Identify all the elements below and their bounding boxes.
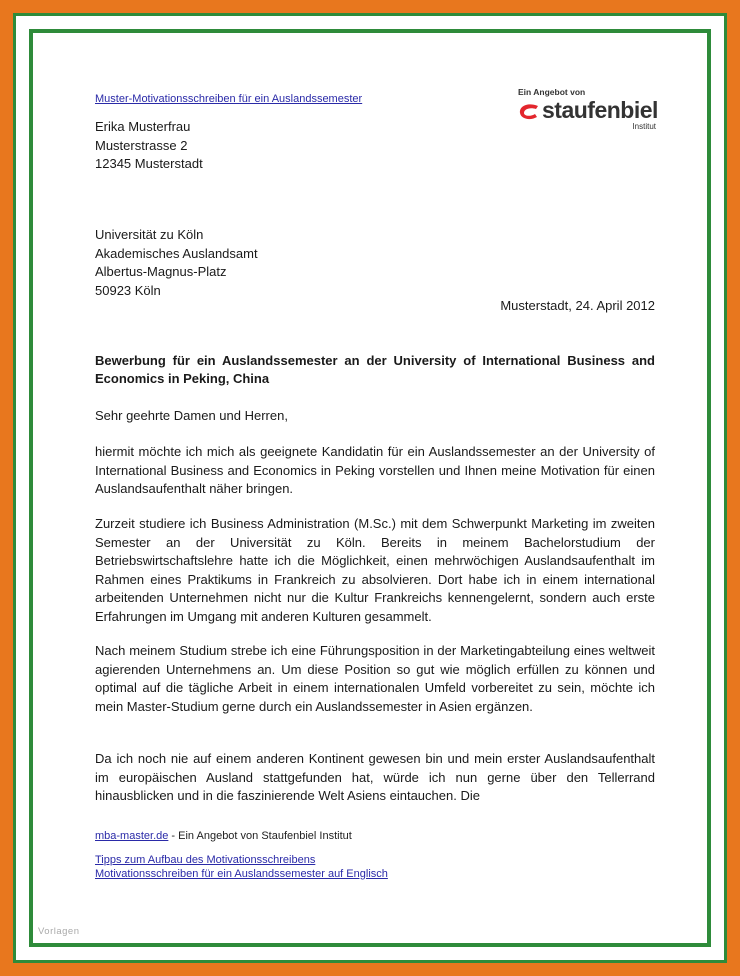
recipient-line: Albertus-Magnus-Platz	[95, 264, 227, 279]
logo-name: staufenbiel	[542, 97, 658, 123]
body-paragraph: Nach meinem Studium strebe ich eine Führungsposition in der Marketingabteilung eines weltweit agierenden Unternehmens an. Um diese Position so gut wie möglich erfüllen zu können und optimal auf die tägliche Arbeit in einem internationalen Umfeld vorbereitet zu sein, möchte ich mein Master-Studium gerne durch ein Auslandssemester in Asien ergänzen.	[95, 643, 655, 714]
footer-attribution	[95, 830, 352, 842]
logo-swoosh-icon	[518, 102, 540, 124]
site-link[interactable]: mba-master.de	[95, 830, 169, 842]
logo-subname: Institut	[632, 122, 656, 131]
salutation: Sehr geehrte Damen und Herren,	[95, 408, 288, 423]
letter-subject: Bewerbung für ein Auslandssemester an der University of International Business and Economics in Peking, China	[95, 353, 655, 386]
body-paragraph: hiermit möchte ich mich als geeignete Kandidatin für ein Auslandssemester an der University of International Business and Economics in Peking vorstellen und Ihnen meine Motivation für einen Auslandsaufenthalt näher bringen.	[95, 444, 655, 496]
body-paragraph: Da ich noch nie auf einem anderen Kontinent gewesen bin und mein erster Auslandsaufenthalt im europäischen Ausland stattgefunden hat, würde ich nun gerne über den Tellerrand hinausblicken und in die faszinierende Welt Asiens eintauchen. Die	[95, 751, 655, 803]
staufenbiel-logo	[518, 87, 658, 133]
sender-address	[95, 118, 203, 174]
recipient-line: Universität zu Köln	[95, 227, 204, 242]
recipient-line: Akademisches Auslandsamt	[95, 245, 258, 261]
recipient-address	[95, 226, 258, 300]
site-suffix: - Ein Angebot von Staufenbiel Institut	[168, 830, 352, 842]
logo-tagline: Ein Angebot von	[518, 87, 586, 97]
recipient-line: 50923 Köln	[95, 282, 161, 298]
english-version-link[interactable]: Motivationsschreiben für ein Auslandssemester auf Englisch	[95, 867, 388, 880]
watermark: Vorlagen	[38, 926, 80, 937]
footer-links	[95, 854, 388, 881]
header-link[interactable]: Muster-Motivationsschreiben für ein Auslandssemester	[95, 93, 363, 105]
body-paragraph: Zurzeit studiere ich Business Administration (M.Sc.) mit dem Schwerpunkt Marketing im zweiten Semester an der Universität zu Köln. Bereits in meinem Bachelorstudium der Betriebswirtschaftslehre hatte ich die Möglichkeit, einen mehrwöchigen Auslandsaufenthalt im Rahmen eines Praktikums in Frankreich zu absolvieren. Dort habe ich in einem international arbeitenden Unternehmen nicht nur die Kultur Frankreichs kennengelernt, sondern auch erste Erfahrungen im Umgang mit anderen Kulturen gesammelt.	[95, 516, 655, 624]
sender-name: Erika Musterfrau	[95, 119, 191, 134]
letter-date: Musterstadt, 24. April 2012	[500, 298, 655, 313]
sender-city: 12345 Musterstadt	[95, 156, 203, 171]
tips-link[interactable]: Tipps zum Aufbau des Motivationsschreibens	[95, 854, 316, 866]
sender-street: Musterstrasse 2	[95, 137, 188, 153]
